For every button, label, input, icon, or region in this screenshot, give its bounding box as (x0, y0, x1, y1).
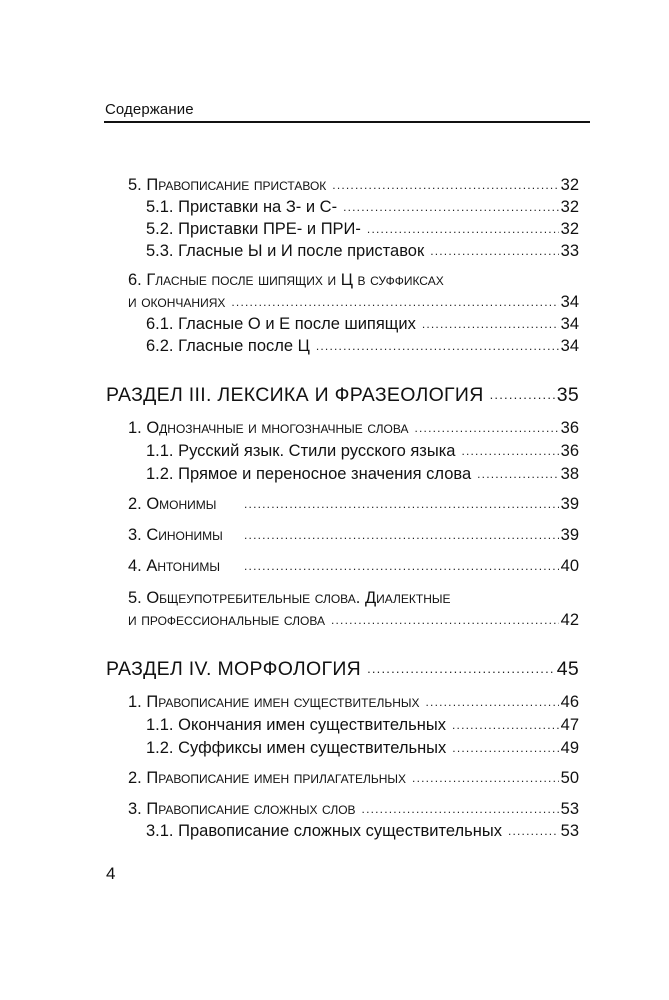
toc-entry[interactable] (128, 490, 579, 514)
toc-entry-page: 32 (560, 220, 579, 238)
toc-entry-title: 6.2. Гласные после Ц (146, 337, 310, 355)
dot-leader (367, 661, 555, 679)
toc-entry-page: 40 (560, 557, 579, 575)
toc-entry-first-line[interactable] (128, 584, 457, 608)
dot-leader (244, 496, 559, 514)
toc-subentry[interactable] (146, 460, 579, 484)
toc-section-title: РАЗДЕЛ IV. МОРФОЛОГИЯ (106, 658, 362, 680)
toc-entry-title: 1.1. Русский язык. Стили русского языка (146, 442, 456, 460)
toc-entry-page: 34 (560, 315, 579, 333)
dot-leader (426, 694, 559, 712)
toc-entry-title: 1.2. Прямое и переносное значения слова (146, 465, 472, 483)
toc-entry-page: 39 (560, 526, 579, 544)
toc-subentry[interactable] (146, 817, 579, 841)
toc-entry-page: 36 (560, 442, 579, 460)
toc-entry-title: 5. Правописание приставок (128, 176, 327, 194)
toc-entry-page: 33 (560, 242, 579, 260)
toc-entry[interactable] (128, 171, 579, 195)
toc-section[interactable] (106, 651, 579, 679)
toc-subentry[interactable] (146, 215, 579, 239)
toc-subentry[interactable] (146, 332, 579, 356)
toc-entry-title: 5.3. Гласные Ы и И после приставок (146, 242, 425, 260)
toc-subentry[interactable] (146, 711, 579, 735)
toc-entry-title: 6.1. Гласные О и Е после шипящих (146, 315, 416, 333)
toc-subentry[interactable] (146, 437, 579, 461)
toc-entry-first-line[interactable] (128, 266, 450, 290)
toc-entry-page: 36 (560, 419, 579, 437)
toc-entry-title: 5.2. Приставки ПРЕ- и ПРИ- (146, 220, 361, 238)
toc-entry-page: 32 (560, 176, 579, 194)
dot-leader (490, 387, 555, 405)
toc-entry[interactable] (128, 606, 579, 630)
toc-subentry[interactable] (146, 734, 579, 758)
toc-entry-page: 47 (560, 716, 579, 734)
dot-leader (508, 823, 559, 841)
toc-entry[interactable] (128, 795, 579, 819)
toc-entry[interactable] (128, 764, 579, 788)
toc-entry[interactable] (128, 552, 579, 576)
toc-entry-page: 34 (560, 337, 579, 355)
toc-entry-title: 3. Синонимы (128, 526, 223, 544)
dot-leader (461, 443, 558, 461)
dot-leader (331, 612, 559, 630)
toc-entry-title: 1.2. Суффиксы имен существительных (146, 739, 447, 757)
toc-entry-title: 4. Антонимы (128, 557, 221, 575)
toc-entry-title: 5. Общеупотребительные слова. Диалектные (128, 589, 451, 607)
toc-entry-title: 1. Однозначные и многозначные слова (128, 419, 409, 437)
toc-entry-title: 3. Правописание сложных слов (128, 800, 356, 818)
toc-entry-title-continued: и окончаниях (128, 293, 226, 311)
toc-entry-title: 1. Правописание имен существительных (128, 693, 420, 711)
toc-entry-title: 2. Правописание имен прилагательных (128, 769, 407, 787)
toc-entry[interactable] (128, 688, 579, 712)
toc-entry-page: 42 (560, 611, 579, 629)
running-head: Содержание (105, 101, 194, 118)
toc-section-page: 35 (556, 384, 579, 406)
toc-entry-title: 3.1. Правописание сложных существительных (146, 822, 502, 840)
toc-entry-page: 53 (560, 822, 579, 840)
toc-entry[interactable] (128, 414, 579, 438)
toc-entry-page: 32 (560, 198, 579, 216)
toc-entry-page: 53 (560, 800, 579, 818)
dot-leader (414, 420, 558, 438)
dot-leader (316, 338, 559, 356)
toc-entry-title: 5.1. Приставки на З- и С- (146, 198, 338, 216)
dot-leader (430, 243, 558, 261)
toc-section-title: РАЗДЕЛ III. ЛЕКСИКА И ФРАЗЕОЛОГИЯ (106, 384, 484, 406)
toc-entry[interactable] (128, 521, 579, 545)
toc-entry-title: 6. Гласные после шипящих и Ц в суффиксах (128, 271, 444, 289)
toc-entry-page: 49 (560, 739, 579, 757)
toc-subentry[interactable] (146, 310, 579, 334)
toc-subentry[interactable] (146, 237, 579, 261)
toc-entry-title: 2. Омонимы (128, 495, 217, 513)
toc-entry-title: 1.1. Окончания имен существительных (146, 716, 446, 734)
toc-entry-page: 50 (560, 769, 579, 787)
toc-subentry[interactable] (146, 193, 579, 217)
toc-entry-page: 39 (560, 495, 579, 513)
toc-section-page: 45 (556, 658, 579, 680)
toc-entry-title-continued: и профессиональные слова (128, 611, 325, 629)
toc-entry-page: 46 (560, 693, 579, 711)
dot-leader (244, 527, 559, 545)
dot-leader (452, 717, 559, 735)
dot-leader (477, 466, 559, 484)
toc-section[interactable] (106, 377, 579, 405)
dot-leader (244, 558, 559, 576)
toc-entry[interactable] (128, 288, 579, 312)
page-number: 4 (106, 864, 116, 883)
toc-entry-page: 38 (560, 465, 579, 483)
dot-leader (452, 740, 558, 758)
toc-entry-page: 34 (560, 293, 579, 311)
dot-leader (412, 770, 559, 788)
